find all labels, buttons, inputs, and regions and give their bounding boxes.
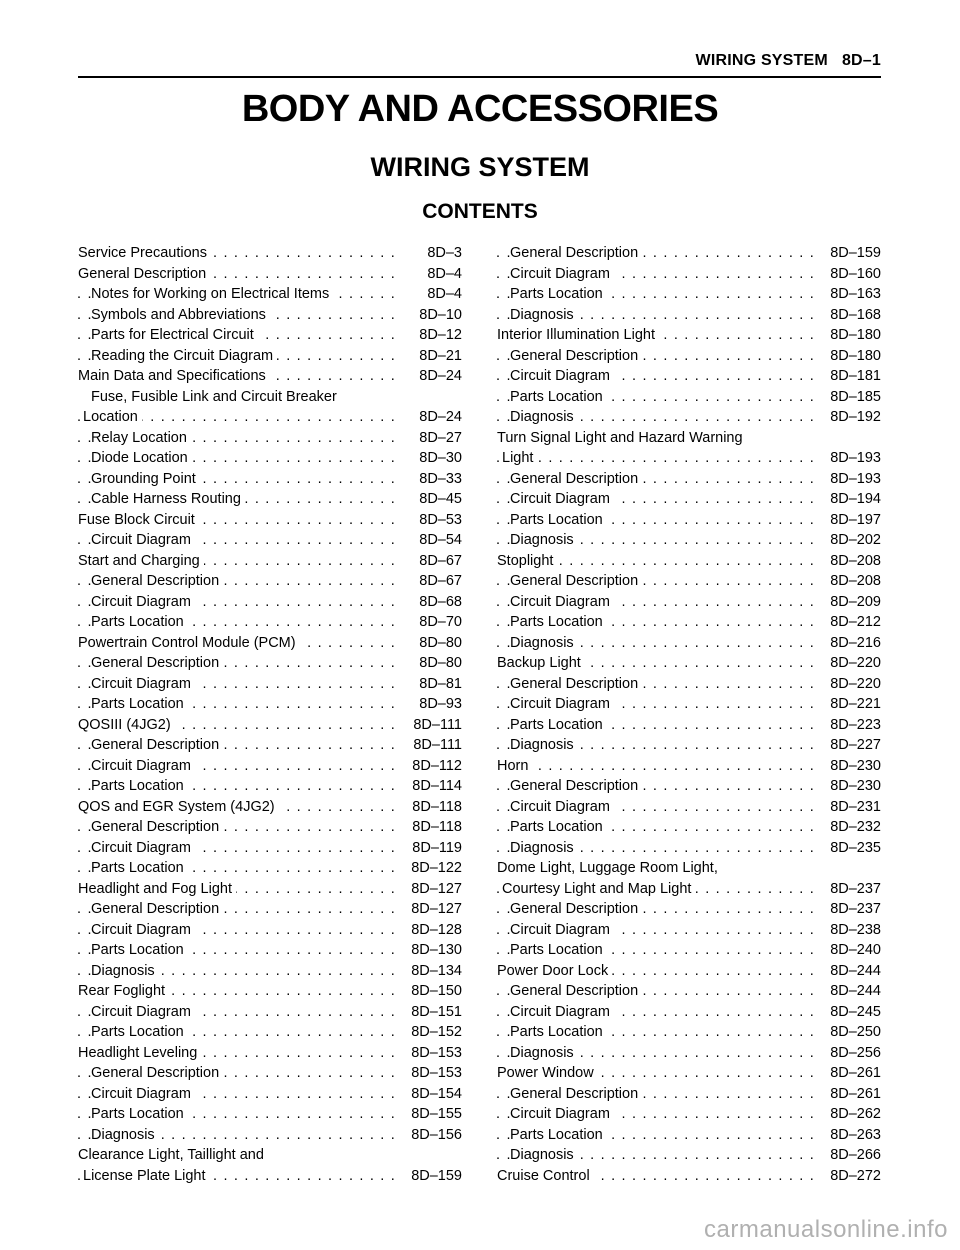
toc-entry-page: 8D–244 [824, 961, 881, 982]
toc-entry-title: Parts Location [91, 778, 188, 794]
toc-entry-page: 8D–197 [824, 510, 881, 531]
toc-entry-title: Grounding Point [91, 471, 200, 487]
toc-entry [497, 1043, 881, 1064]
toc-entry-page: 8D–21 [413, 346, 462, 367]
toc-entry-page: 8D–118 [406, 797, 462, 818]
toc-entry [497, 735, 881, 756]
toc-entry [497, 1022, 881, 1043]
toc-entry [78, 305, 462, 326]
toc-entry [497, 448, 881, 469]
toc-entry [497, 407, 881, 428]
toc-entry-page: 8D–118 [406, 817, 462, 838]
toc-entry-title: Headlight Leveling [78, 1045, 201, 1061]
toc-entry-title: Parts Location [510, 389, 607, 405]
toc-entry-title: Rear Foglight [78, 983, 169, 999]
toc-entry-page: 8D–153 [405, 1063, 462, 1084]
toc-entry-title: Diagnosis [510, 409, 578, 425]
toc-entry-title: Clearance Light, Taillight and [78, 1147, 268, 1163]
toc-entry-title: Headlight and Fog Light [78, 881, 236, 897]
toc-entry [78, 284, 462, 305]
toc-entry-title: Backup Light [497, 655, 585, 671]
toc-entry-title: Parts Location [91, 1106, 188, 1122]
toc-entry-page: 8D–80 [413, 633, 462, 654]
toc-entry-page: 8D–24 [413, 366, 462, 387]
toc-entry [497, 530, 881, 551]
toc-entry-title: Circuit Diagram [91, 922, 195, 938]
toc-entry [78, 920, 462, 941]
toc-entry [497, 797, 881, 818]
toc-entry-title: Reading the Circuit Diagram [91, 348, 277, 364]
toc-entry-page: 8D–261 [824, 1084, 881, 1105]
toc-entry-title: Power Door Lock [497, 963, 612, 979]
toc-entry-page: 8D–244 [824, 981, 881, 1002]
toc-entry-page: 8D–33 [413, 469, 462, 490]
toc-entry-page: 8D–256 [824, 1043, 881, 1064]
toc-entry [78, 776, 462, 797]
toc-entry-title: Notes for Working on Electrical Items [91, 286, 333, 302]
toc-entry [497, 571, 881, 592]
toc-entry-title: Diagnosis [510, 532, 578, 548]
toc-entry [497, 325, 881, 346]
toc-entry-page: 8D–70 [413, 612, 462, 633]
header-section: WIRING SYSTEM [695, 52, 828, 69]
toc-entry-page: 8D–151 [405, 1002, 462, 1023]
toc-entry-title: QOS and EGR System (4JG2) [78, 799, 279, 815]
toc-entry [497, 1125, 881, 1146]
toc-entry [78, 899, 462, 920]
toc-entry [497, 674, 881, 695]
toc-entry [78, 366, 462, 387]
running-header [0, 52, 881, 70]
toc-entry-page: 8D–152 [405, 1022, 462, 1043]
toc-entry-title: Parts Location [91, 696, 188, 712]
toc-entry-page: 8D–272 [824, 1166, 881, 1187]
toc-entry [78, 1063, 462, 1084]
toc-entry-title: General Description [91, 737, 223, 753]
toc-entry-title: Cable Harness Routing [91, 491, 245, 507]
toc-entry [78, 1084, 462, 1105]
contents-heading: CONTENTS [422, 200, 538, 223]
toc-entry-title: Circuit Diagram [510, 922, 614, 938]
toc-entry [78, 653, 462, 674]
toc-entry-page: 8D–153 [405, 1043, 462, 1064]
toc-entry [78, 1125, 462, 1146]
toc-entry [78, 694, 462, 715]
toc-entry-page: 8D–216 [824, 633, 881, 654]
toc-entry-title: Parts Location [510, 286, 607, 302]
toc-entry-title: Circuit Diagram [510, 368, 614, 384]
toc-entry-title: Parts Location [510, 717, 607, 733]
toc-entry-page: 8D–112 [406, 756, 462, 777]
toc-entry-page: 8D–130 [405, 940, 462, 961]
toc-entry-page: 8D–156 [405, 1125, 462, 1146]
toc-entry-title: Circuit Diagram [91, 594, 195, 610]
toc-entry [497, 387, 881, 408]
toc-entry [78, 879, 462, 900]
toc-entry-page: 8D–180 [824, 346, 881, 367]
toc-entry-title: Powertrain Control Module (PCM) [78, 635, 300, 651]
toc-entry-page: 8D–114 [406, 776, 462, 797]
toc-entry-title: Parts Location [510, 614, 607, 630]
toc-entry [497, 940, 881, 961]
header-page-number: 8D–1 [841, 52, 881, 69]
toc-entry-page: 8D–209 [824, 592, 881, 613]
toc-entry [497, 981, 881, 1002]
toc-entry [497, 1084, 881, 1105]
toc-entry-title: Location [83, 409, 142, 425]
toc-entry-title: Diagnosis [510, 737, 578, 753]
toc-entry [78, 592, 462, 613]
toc-entry-title: General Description [510, 1086, 642, 1102]
toc-entry-title: General Description [510, 573, 642, 589]
toc-entry [497, 346, 881, 367]
toc-entry-page: 8D–180 [824, 325, 881, 346]
toc-entry-title: Diagnosis [91, 963, 159, 979]
toc-entry [497, 264, 881, 285]
toc-entry [78, 715, 462, 736]
header-rule [78, 76, 881, 78]
toc-entry-title: Light [502, 450, 537, 466]
toc-entry [78, 428, 462, 449]
toc-entry [78, 817, 462, 838]
toc-entry-page: 8D–208 [824, 571, 881, 592]
toc-entry-page: 8D–245 [824, 1002, 881, 1023]
toc-entry-page: 8D–80 [413, 653, 462, 674]
toc-entry-page: 8D–154 [405, 1084, 462, 1105]
toc-entry-page: 8D–193 [824, 469, 881, 490]
watermark: carmanualsonline.info [704, 1216, 948, 1243]
toc-entry-page: 8D–45 [413, 489, 462, 510]
toc-entry [497, 776, 881, 797]
toc-entry-page: 8D–155 [405, 1104, 462, 1125]
toc-entry-page: 8D–230 [824, 756, 881, 777]
toc-entry-page: 8D–4 [421, 264, 462, 285]
toc-entry [78, 1022, 462, 1043]
toc-entry-page: 8D–212 [824, 612, 881, 633]
toc-entry-title: Circuit Diagram [91, 1086, 195, 1102]
toc-entry-page: 8D–230 [824, 776, 881, 797]
toc-entry [78, 735, 462, 756]
toc-entry-title: Circuit Diagram [91, 532, 195, 548]
toc-entry [497, 489, 881, 510]
toc-entry-title: Parts Location [510, 512, 607, 528]
toc-entry-page: 8D–150 [405, 981, 462, 1002]
toc-entry-title: Parts for Electrical Circuit [91, 327, 258, 343]
toc-entry-title: Circuit Diagram [91, 1004, 195, 1020]
toc-entry [78, 346, 462, 367]
toc-entry-title: General Description [91, 573, 223, 589]
toc-entry [78, 551, 462, 572]
toc-entry-page: 8D–181 [824, 366, 881, 387]
toc-entry-title: Diagnosis [510, 307, 578, 323]
toc-entry [78, 858, 462, 879]
toc-entry-page: 8D–235 [824, 838, 881, 859]
toc-entry-title: Courtesy Light and Map Light [502, 881, 695, 897]
toc-entry [497, 243, 881, 264]
toc-entry-page: 8D–238 [824, 920, 881, 941]
toc-entry [497, 961, 881, 982]
toc-entry-page: 8D–262 [824, 1104, 881, 1125]
toc-entry-page: 8D–231 [824, 797, 881, 818]
toc-entry-title: Circuit Diagram [91, 676, 195, 692]
toc-entry [78, 1104, 462, 1125]
toc-entry-page: 8D–261 [824, 1063, 881, 1084]
toc-entry [497, 284, 881, 305]
toc-entry-title: Start and Charging [78, 553, 204, 569]
toc-entry-page: 8D–194 [824, 489, 881, 510]
toc-entry-title: Symbols and Abbreviations [91, 307, 270, 323]
toc-entry [78, 756, 462, 777]
toc-entry-page: 8D–10 [413, 305, 462, 326]
toc-entry-title: General Description [78, 266, 210, 282]
toc-entry [78, 448, 462, 469]
toc-entry-page: 8D–24 [413, 407, 462, 428]
toc-entry-page: 8D–237 [824, 899, 881, 920]
toc-entry-page: 8D–67 [413, 551, 462, 572]
toc-entry-page: 8D–4 [421, 284, 462, 305]
toc-entry-title: Circuit Diagram [510, 594, 614, 610]
toc-entry-page: 8D–159 [405, 1166, 462, 1187]
toc-entry-page: 8D–127 [405, 899, 462, 920]
toc-entry-title: License Plate Light [83, 1168, 210, 1184]
toc-entry-title: Diagnosis [510, 840, 578, 856]
toc-entry-title: Parts Location [91, 860, 188, 876]
toc-entry-title: General Description [91, 819, 223, 835]
toc-entry [497, 1104, 881, 1125]
toc-entry [78, 264, 462, 285]
toc-entry [78, 940, 462, 961]
toc-entry-title: General Description [91, 901, 223, 917]
toc-entry-title: General Description [510, 245, 642, 261]
toc-entry-page: 8D–263 [824, 1125, 881, 1146]
toc-entry-page: 8D–53 [413, 510, 462, 531]
toc-entry-page: 8D–208 [824, 551, 881, 572]
toc-entry [78, 674, 462, 695]
section-subtitle: WIRING SYSTEM [370, 152, 590, 182]
toc-entry-page: 8D–192 [824, 407, 881, 428]
toc-entry-page: 8D–68 [413, 592, 462, 613]
toc-entry-page: 8D–221 [824, 694, 881, 715]
toc-entry-page: 8D–81 [413, 674, 462, 695]
toc-entry-page: 8D–111 [407, 735, 462, 756]
toc-entry-title: General Description [91, 655, 223, 671]
toc-entry [497, 633, 881, 654]
toc-entry-title: Diagnosis [510, 1147, 578, 1163]
toc-entry [497, 653, 881, 674]
toc-entry-title: Circuit Diagram [510, 696, 614, 712]
toc-entry [497, 366, 881, 387]
toc-entry [78, 612, 462, 633]
toc-entry-title: Relay Location [91, 430, 191, 446]
toc-entry [497, 592, 881, 613]
toc-entry [497, 469, 881, 490]
toc-entry-page: 8D–232 [824, 817, 881, 838]
toc-entry [497, 879, 881, 900]
toc-entry [497, 715, 881, 736]
toc-entry [78, 325, 462, 346]
toc-entry [78, 838, 462, 859]
toc-entry [497, 551, 881, 572]
toc-entry [78, 961, 462, 982]
toc-entry-title: Circuit Diagram [510, 266, 614, 282]
toc-entry-title: Parts Location [510, 1127, 607, 1143]
toc-entry-title: Circuit Diagram [510, 1106, 614, 1122]
toc-entry-title: General Description [510, 471, 642, 487]
toc-entry [497, 1063, 881, 1084]
toc-entry-title: Circuit Diagram [510, 491, 614, 507]
toc-entry-page: 8D–159 [824, 243, 881, 264]
toc-entry-title: General Description [510, 348, 642, 364]
toc-entry-page: 8D–12 [413, 325, 462, 346]
toc-entry-page: 8D–266 [824, 1145, 881, 1166]
toc-entry-title: Diagnosis [510, 635, 578, 651]
toc-entry-page: 8D–67 [413, 571, 462, 592]
toc-entry-title: Service Precautions [78, 245, 211, 261]
toc-entry-page: 8D–240 [824, 940, 881, 961]
toc-entry [497, 612, 881, 633]
toc-entry-page: 8D–220 [824, 653, 881, 674]
toc-entry-page: 8D–250 [824, 1022, 881, 1043]
toc-entry-title: Diagnosis [510, 1045, 578, 1061]
toc-entry [497, 858, 881, 879]
toc-entry-page: 8D–127 [405, 879, 462, 900]
toc-entry [497, 694, 881, 715]
toc-entry-page: 8D–237 [824, 879, 881, 900]
toc-entry-title: Diode Location [91, 450, 192, 466]
toc-entry-page: 8D–54 [413, 530, 462, 551]
toc-entry-title: Parts Location [510, 942, 607, 958]
toc-entry-page: 8D–202 [824, 530, 881, 551]
toc-entry [78, 1166, 462, 1187]
toc-entry [497, 1145, 881, 1166]
toc-entry [78, 469, 462, 490]
toc-entry-page: 8D–3 [421, 243, 462, 264]
toc-entry-title: Main Data and Specifications [78, 368, 270, 384]
toc-entry-page: 8D–163 [824, 284, 881, 305]
toc-entry [497, 920, 881, 941]
toc-entry-page: 8D–223 [824, 715, 881, 736]
toc-entry-title: General Description [510, 778, 642, 794]
toc-entry [497, 305, 881, 326]
toc-entry-title: QOSIII (4JG2) [78, 717, 175, 733]
toc-entry-title: General Description [510, 901, 642, 917]
toc-entry-title: Parts Location [510, 819, 607, 835]
toc-entry [78, 1043, 462, 1064]
toc-entry [497, 1002, 881, 1023]
toc-entry [497, 428, 881, 449]
toc-entry-title: Circuit Diagram [510, 799, 614, 815]
toc-entry [78, 243, 462, 264]
toc-entry-page: 8D–134 [405, 961, 462, 982]
toc-entry-page: 8D–193 [824, 448, 881, 469]
toc-entry [78, 530, 462, 551]
toc-entry-page: 8D–27 [413, 428, 462, 449]
toc-entry [497, 756, 881, 777]
toc-entry [78, 489, 462, 510]
toc-entry-title: Fuse Block Circuit [78, 512, 199, 528]
toc-entry [497, 899, 881, 920]
toc-entry [78, 407, 462, 428]
toc-entry-title: Circuit Diagram [91, 840, 195, 856]
toc-entry [78, 1002, 462, 1023]
toc-entry [78, 387, 462, 408]
toc-entry-page: 8D–160 [824, 264, 881, 285]
toc-entry-page: 8D–93 [413, 694, 462, 715]
toc-entry-title: Circuit Diagram [91, 758, 195, 774]
toc-entry-page: 8D–185 [824, 387, 881, 408]
toc-entry-title: Parts Location [510, 1024, 607, 1040]
toc-entry-title: Power Window [497, 1065, 598, 1081]
toc-entry [78, 797, 462, 818]
toc-left-column [78, 243, 462, 1186]
toc-entry-page: 8D–227 [824, 735, 881, 756]
toc-entry [78, 571, 462, 592]
toc-entry-page: 8D–111 [407, 715, 462, 736]
toc-entry [78, 981, 462, 1002]
toc-entry [78, 1145, 462, 1166]
toc-entry-page: 8D–119 [406, 838, 462, 859]
toc-entry-title: Cruise Control [497, 1168, 594, 1184]
toc-entry [497, 817, 881, 838]
toc-entry [497, 510, 881, 531]
toc-entry [497, 838, 881, 859]
toc-entry [78, 633, 462, 654]
toc-entry-title: Circuit Diagram [510, 1004, 614, 1020]
toc-entry-page: 8D–168 [824, 305, 881, 326]
toc-entry-title: Parts Location [91, 614, 188, 630]
toc-entry-page: 8D–30 [413, 448, 462, 469]
toc-entry-page: 8D–128 [405, 920, 462, 941]
toc-entry-title: Horn [497, 758, 532, 774]
toc-entry [78, 510, 462, 531]
toc-entry-title: Interior Illumination Light [497, 327, 659, 343]
toc-entry-title: Dome Light, Luggage Room Light, [497, 860, 722, 876]
toc-entry-title: General Description [510, 676, 642, 692]
toc-entry-title: Stoplight [497, 553, 557, 569]
toc-entry-title: Diagnosis [91, 1127, 159, 1143]
toc-entry-title: General Description [510, 983, 642, 999]
toc-entry-page: 8D–220 [824, 674, 881, 695]
toc-entry-title: Parts Location [91, 942, 188, 958]
toc-entry-page: 8D–122 [405, 858, 462, 879]
toc-entry-title: Turn Signal Light and Hazard Warning [497, 430, 747, 446]
toc-entry-title: Fuse, Fusible Link and Circuit Breaker [91, 389, 341, 405]
toc-entry-title: Parts Location [91, 1024, 188, 1040]
toc-entry [497, 1166, 881, 1187]
page-title: BODY AND ACCESSORIES [241, 88, 719, 130]
toc-right-column [497, 243, 881, 1186]
toc-entry-title: General Description [91, 1065, 223, 1081]
